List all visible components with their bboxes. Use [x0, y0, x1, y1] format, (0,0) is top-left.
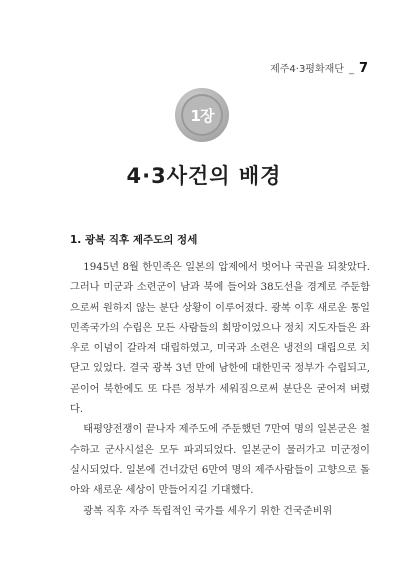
- header-separator: _: [348, 64, 354, 75]
- chapter-badge-inner: [181, 94, 223, 136]
- chapter-badge-label: 1장: [190, 106, 214, 125]
- chapter-badge: [175, 88, 229, 142]
- paragraph: 광복 직후 자주 독립적인 국가를 세우기 위한 건국준비위: [83, 505, 333, 517]
- body-text: [70, 258, 370, 522]
- running-header: [270, 60, 368, 76]
- chapter-title: 4·3사건의 배경: [126, 164, 282, 188]
- section-heading: 1. 광복 직후 제주도의 정세: [70, 234, 198, 246]
- running-title: 제주4·3평화재단: [270, 64, 344, 75]
- page-number: 7: [358, 61, 368, 76]
- paragraph: 1945년 8월 한민족은 일본의 압제에서 벗어나 국권을 되찾았다. 그러나 미군과 소련군이 남과 북에 들어와 38도선을 경계로 주둔함으로써 원하지 않는 분단 상황이 이루어졌다. 광복 이후 새로운 통일 민족국가의 수립은 모든 사람들의 희망이었으나 정치 지도자들은 좌우로 이념이 갈라져 대립하였고, 미국과 소련은 냉전의 대립으로 치닫고 있었다. 결국 광복 3년 만에 남한에 대한민국 정부가 수립되고, 곧이어 북한에도 또 다른 정부가 세워짐으로써 분단은 굳어져 버렸다.: [70, 262, 370, 416]
- paragraph: 태평양전쟁이 끝나자 제주도에 주둔했던 7만여 명의 일본군은 철수하고 군사시설은 모두 파괴되었다. 일본군이 물러가고 미군정이 실시되었다. 일본에 건너갔던 6만여 명의 제주사람들이 고향으로 돌아와 새로운 세상이 만들어지길 기대했다.: [70, 424, 370, 497]
